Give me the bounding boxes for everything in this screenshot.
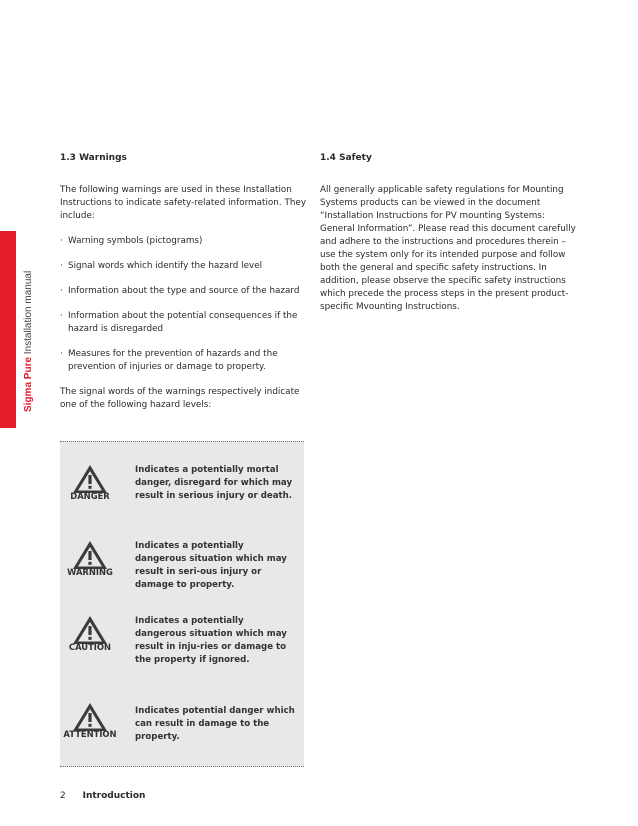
hazard-description: Indicates a potentially dangerous situation which may result in seri-ous injury or damage to property. xyxy=(135,541,287,590)
warnings-outro: The signal words of the warnings respectively indicate one of the following hazard levels: xyxy=(60,387,300,410)
hazard-label: DANGER xyxy=(70,491,110,501)
brand-name: Sigma Pure xyxy=(23,356,34,412)
list-item: · Information about the potential consequences if the hazard is disregarded xyxy=(60,310,310,336)
warning-triangle-icon xyxy=(72,702,108,732)
manual-subtitle: Installation manual xyxy=(23,270,34,355)
warning-triangle-icon xyxy=(72,615,108,645)
hazard-label: CAUTION xyxy=(68,642,112,652)
warnings-section xyxy=(60,152,310,412)
warnings-heading: 1.3 Warnings xyxy=(60,153,127,163)
side-title xyxy=(23,271,34,412)
warning-triangle-icon xyxy=(72,464,108,494)
page-number: 2 xyxy=(60,791,66,801)
warnings-intro: The following warnings are used in these Installation Instructions to indicate safety-related information. They include: xyxy=(60,185,307,221)
side-accent-bar xyxy=(0,231,16,428)
hazard-description: Indicates a potentially mortal danger, disregard for which may result in serious injury or death. xyxy=(135,465,293,501)
hazard-label: ATTENTION xyxy=(63,729,117,739)
list-item: · Information about the type and source of the hazard xyxy=(60,285,310,298)
warning-triangle-icon xyxy=(72,540,108,570)
list-item: · Signal words which identify the hazard level xyxy=(60,260,310,273)
page-footer xyxy=(60,791,145,801)
hazard-description: Indicates potential danger which can result in damage to the property. xyxy=(135,706,295,742)
safety-body: All generally applicable safety regulations for Mounting Systems products can be viewed in the document “Installation Instructions for PV mounting Systems: General Information”. Please read this document carefully and adhere to the instructions and procedures therein – use the system only for its intended purpose and follow both the general and specific safety instructions. In addition, please observe the specific safety instructions which precede the process steps in the present product-specific Mvounting Instructions. xyxy=(320,185,576,312)
hazard-levels-box xyxy=(60,441,304,767)
hazard-label: WARNING xyxy=(67,567,113,577)
safety-heading: 1.4 Safety xyxy=(320,153,372,163)
hazard-description: Indicates a potentially dangerous situation which may result in inju-ries or damage to the property if ignored. xyxy=(135,616,287,665)
warnings-list xyxy=(60,235,310,374)
section-name: Introduction xyxy=(82,791,146,801)
safety-section xyxy=(320,152,580,314)
list-item: · Measures for the prevention of hazards and the prevention of injuries or damage to property. xyxy=(60,348,310,374)
list-item: · Warning symbols (pictograms) xyxy=(60,235,310,248)
